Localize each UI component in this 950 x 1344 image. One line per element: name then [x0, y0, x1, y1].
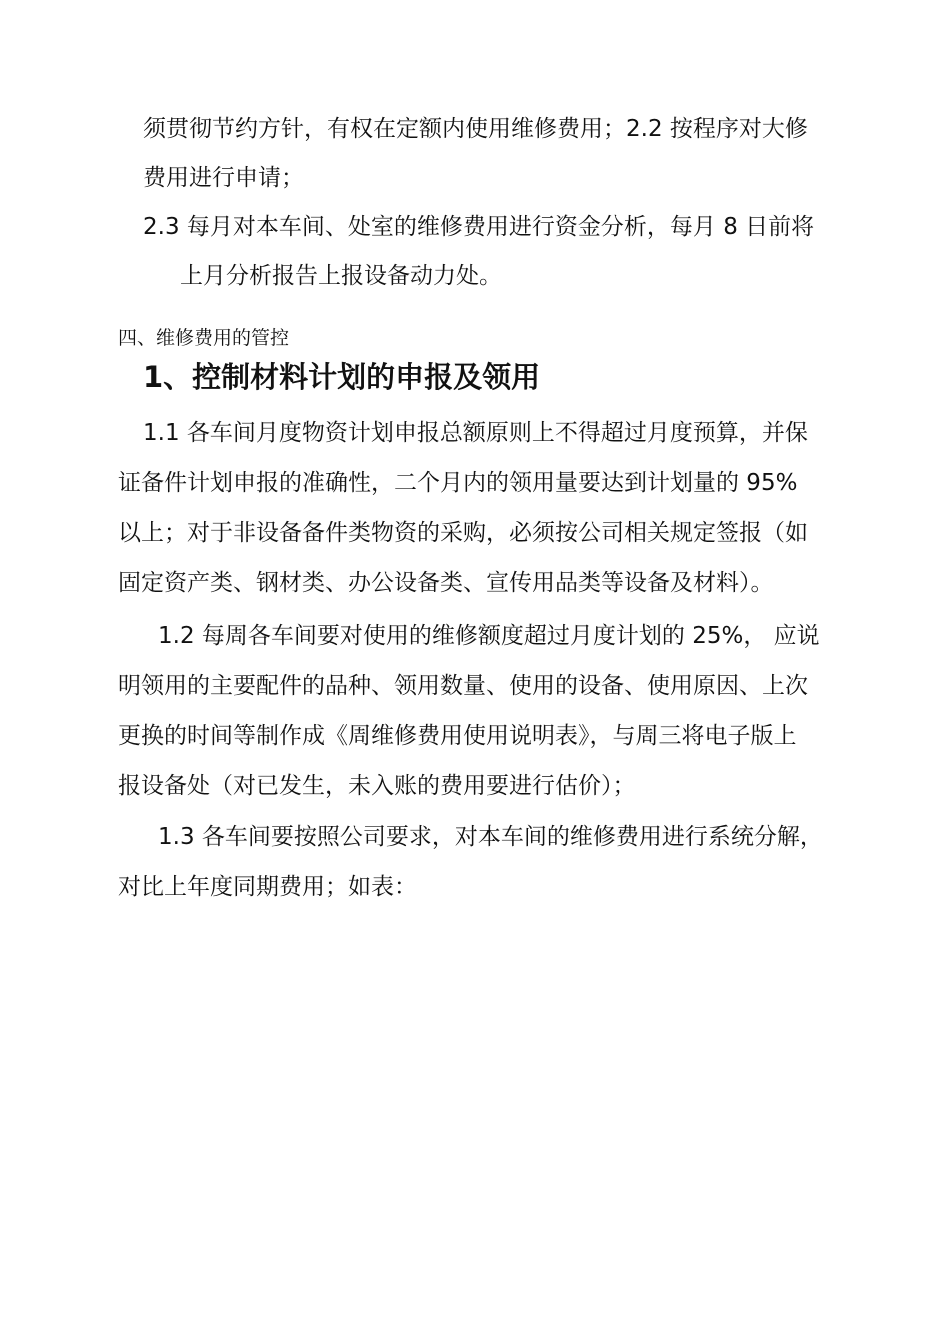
para-1-1-line-2: 证备件计划申报的准确性，二个月内的领用量要达到计划量的 95%: [118, 470, 798, 496]
para-2-2-line-2: 费用进行申请；: [143, 165, 304, 191]
para-1-2-line-3: 更换的时间等制作成《周维修费用使用说明表》，与周三将电子版上: [118, 723, 797, 749]
para-1-2-line-4: 报设备处（对已发生，未入账的费用要进行估价）；: [118, 773, 636, 799]
para-1-1-line-3: 以上；对于非设备备件类物资的采购，必须按公司相关规定签报（如: [118, 520, 808, 546]
sub-heading: 1、控制材料计划的申报及领用: [143, 360, 541, 394]
para-2-3-line-1: 2.3 每月对本车间、处室的维修费用进行资金分析，每月 8 日前将: [143, 214, 815, 240]
para-1-2-line-2: 明领用的主要配件的品种、领用数量、使用的设备、使用原因、上次: [118, 673, 808, 699]
para-1-1-line-4: 固定资产类、钢材类、办公设备类、宣传用品类等设备及材料）。: [118, 570, 774, 596]
para-2-3-line-2: 上月分析报告上报设备动力处。: [180, 263, 502, 289]
para-1-2-line-1: 1.2 每周各车间要对使用的维修额度超过月度计划的 25%， 应说: [158, 623, 820, 649]
para-1-3-line-2: 对比上年度同期费用；如表：: [118, 874, 417, 900]
para-1-3-line-1: 1.3 各车间要按照公司要求，对本车间的维修费用进行系统分解，: [158, 824, 823, 850]
para-2-2-line-1: 须贯彻节约方针，有权在定额内使用维修费用；2.2 按程序对大修: [143, 116, 808, 142]
section-heading: 四、维修费用的管控: [118, 327, 290, 349]
para-1-1-line-1: 1.1 各车间月度物资计划申报总额原则上不得超过月度预算，并保: [143, 420, 808, 446]
